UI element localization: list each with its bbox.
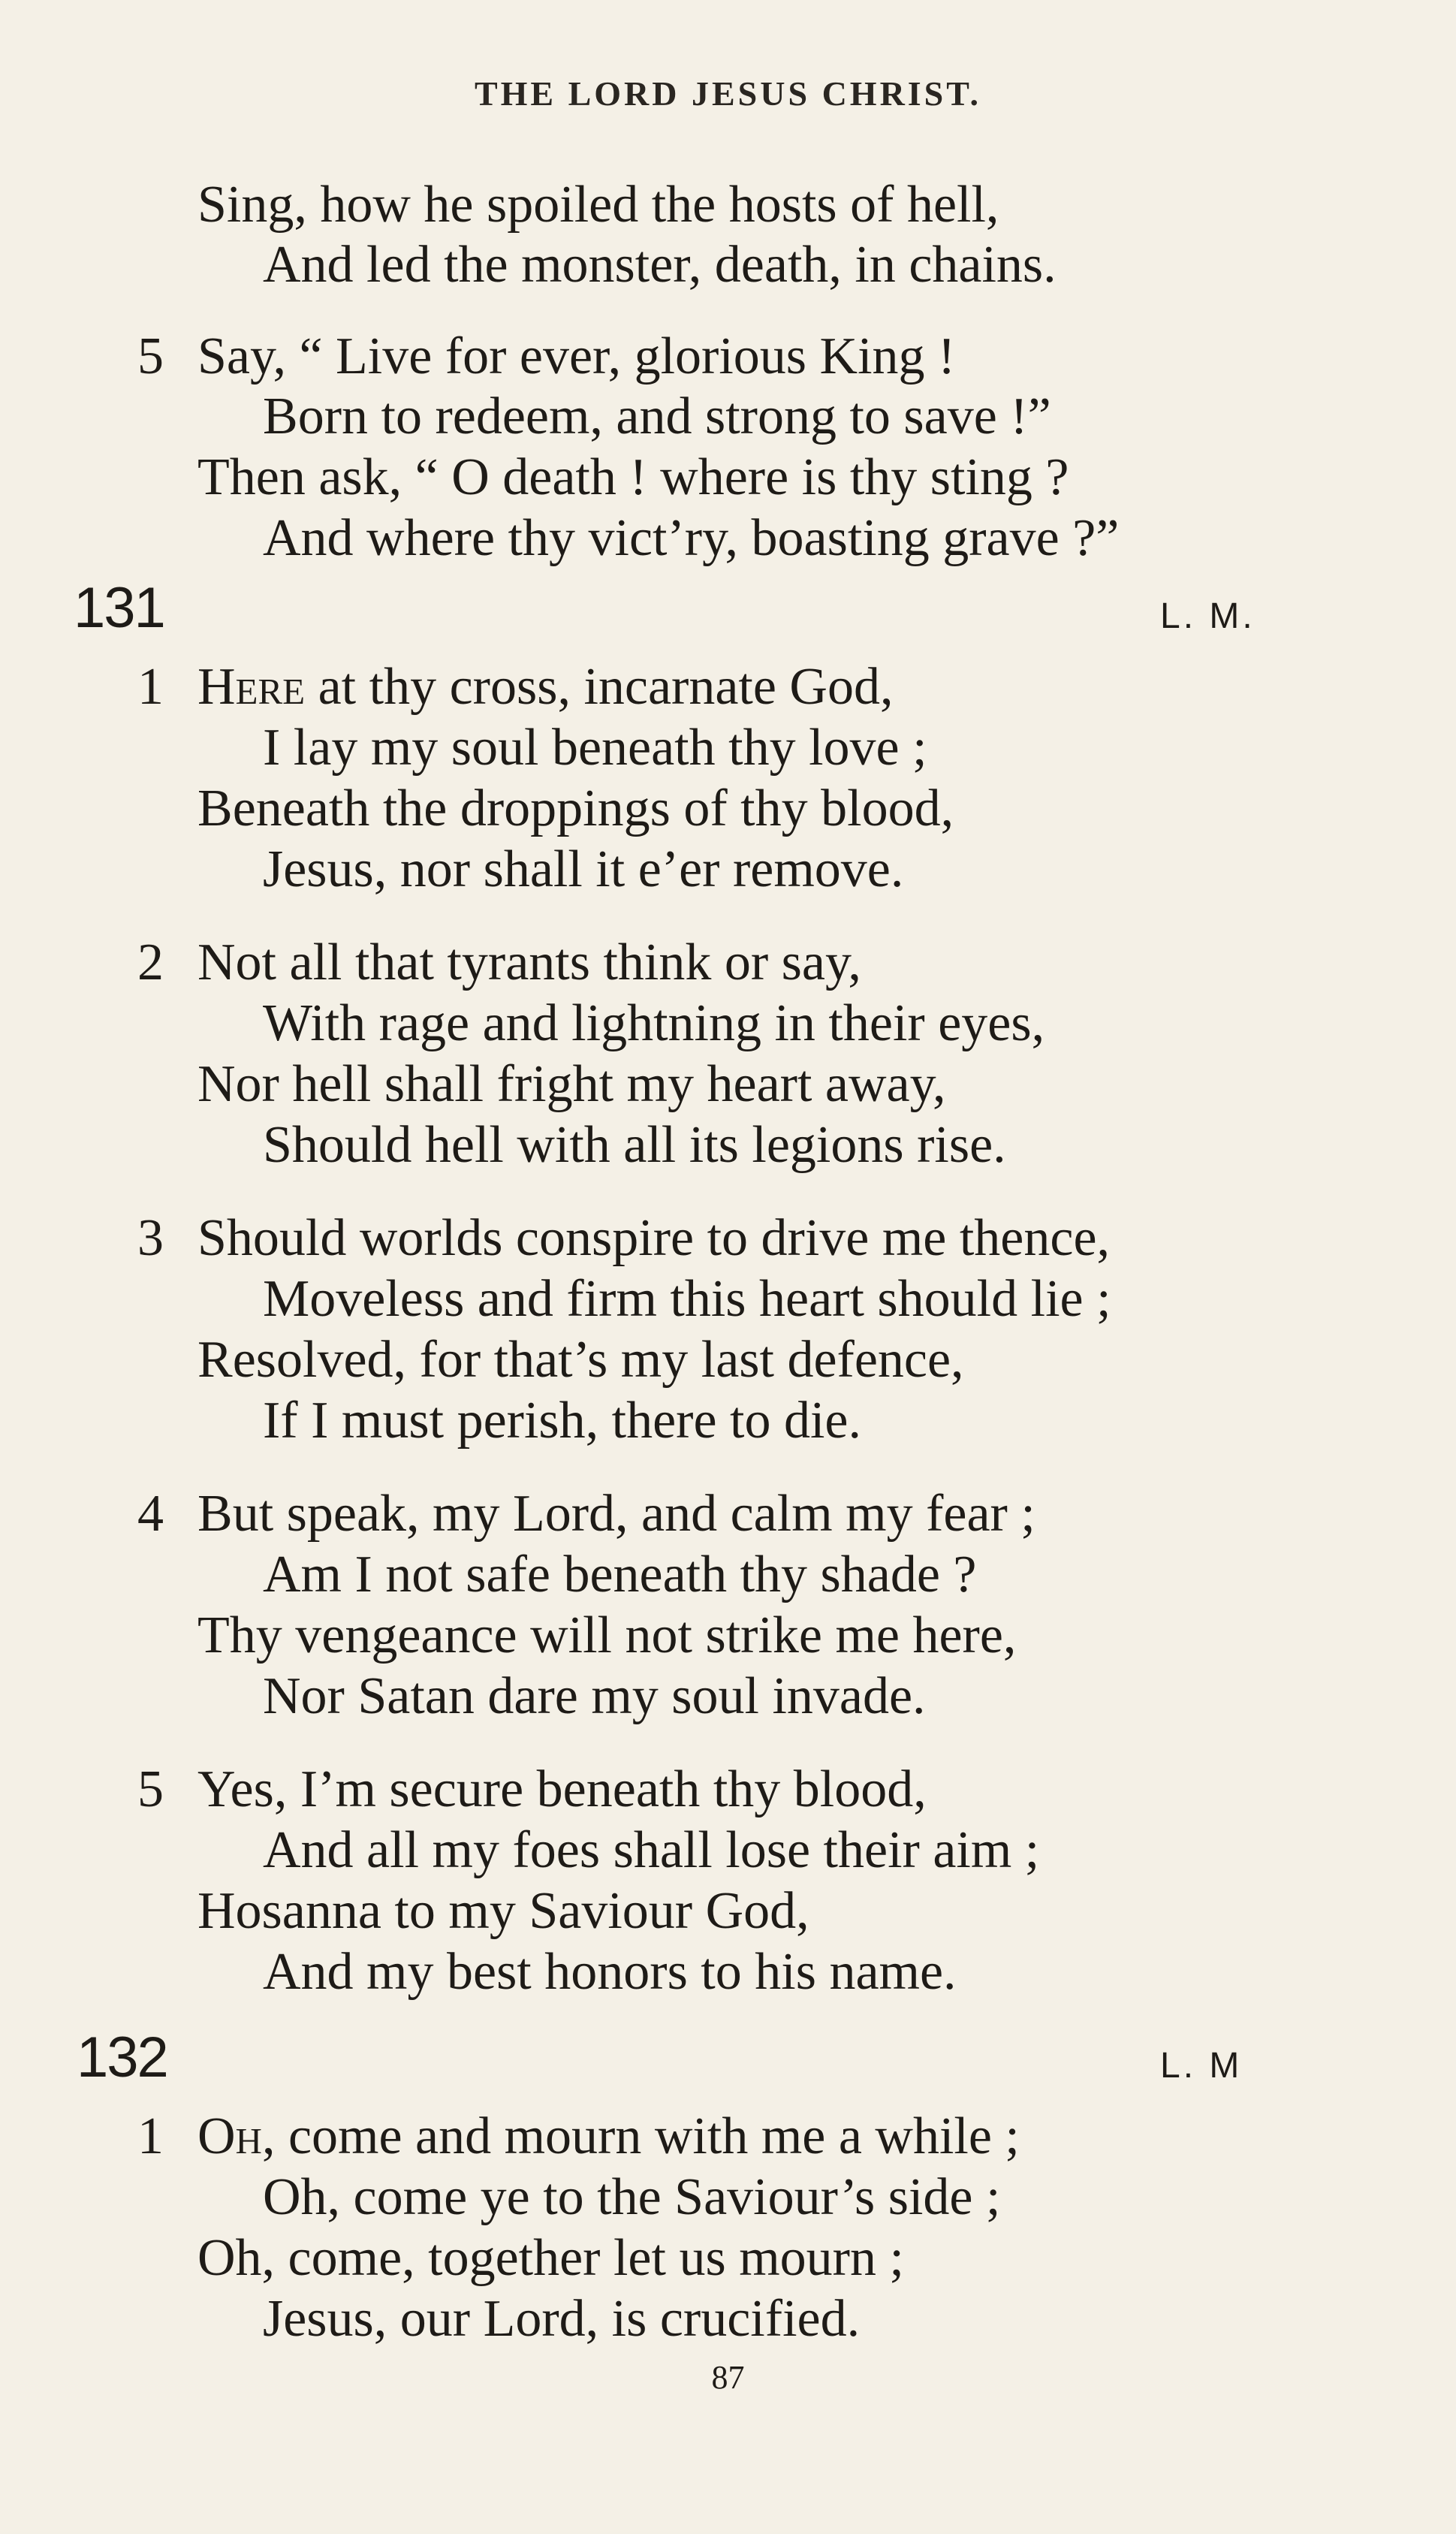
verse-line: If I must perish, there to die. [263, 1392, 862, 1450]
hymn-number: 132 [77, 2026, 167, 2089]
hymn-meter: L. M. [1160, 596, 1256, 636]
verse-number: 1 [137, 2107, 164, 2165]
verse-line: Say, “ Live for ever, glorious King ! [197, 327, 956, 385]
first-word-small-caps: Oh [197, 2107, 262, 2165]
verse-number: 5 [137, 327, 164, 385]
verse-number: 1 [137, 658, 164, 716]
verse-number: 5 [137, 1760, 164, 1818]
continued-line: And led the monster, death, in chains. [263, 236, 1057, 294]
hymn-number: 131 [74, 576, 164, 640]
first-line-rest: , come and mourn with me a while ; [261, 2107, 1020, 2165]
verse-line: Jesus, nor shall it e’er remove. [263, 840, 904, 898]
verse-line: Born to redeem, and strong to save !” [263, 388, 1051, 445]
verse-line: Jesus, our Lord, is crucified. [263, 2290, 861, 2348]
verse-line: Should hell with all its legions rise. [263, 1116, 1006, 1174]
page-number: 87 [711, 2359, 745, 2396]
verse-line: And where thy vict’ry, boasting grave ?” [263, 509, 1120, 567]
verse-line: Then ask, “ O death ! where is thy sting ? [197, 448, 1069, 506]
hymn-meter: L. M [1160, 2046, 1243, 2086]
verse-line: Yes, I’m secure beneath thy blood, [197, 1760, 927, 1818]
verse-number: 3 [137, 1209, 164, 1267]
verse-line: Oh, come, together let us mourn ; [197, 2229, 904, 2287]
verse-line: Beneath the droppings of thy blood, [197, 780, 954, 837]
verse-line: Nor Satan dare my soul invade. [263, 1667, 926, 1725]
verse-line: Nor hell shall fright my heart away, [197, 1055, 946, 1113]
verse-number: 4 [137, 1485, 164, 1543]
running-head: THE LORD JESUS CHRIST. [474, 74, 982, 113]
verse-number: 2 [137, 934, 164, 991]
verse-line: Oh, come ye to the Saviour’s side ; [263, 2168, 1001, 2226]
verse-line: Moveless and firm this heart should lie ; [263, 1270, 1111, 1328]
verse-line: And my best honors to his name. [263, 1943, 957, 2001]
verse-line [197, 658, 894, 716]
verse-line: But speak, my Lord, and calm my fear ; [197, 1485, 1035, 1543]
first-word-small-caps: Here [197, 658, 306, 716]
verse-line: I lay my soul beneath thy love ; [263, 719, 927, 777]
verse-line: Thy vengeance will not strike me here, [197, 1606, 1017, 1664]
verse-line: Resolved, for that’s my last defence, [197, 1331, 964, 1389]
verse-line: And all my foes shall lose their aim ; [263, 1821, 1040, 1879]
first-line-rest: at thy cross, incarnate God, [305, 658, 894, 716]
verse-line [197, 2107, 1020, 2165]
verse-line: With rage and lightning in their eyes, [263, 994, 1045, 1052]
verse-line: Not all that tyrants think or say, [197, 934, 861, 991]
verse-line: Hosanna to my Saviour God, [197, 1882, 809, 1940]
verse-line: Should worlds conspire to drive me thence, [197, 1209, 1111, 1267]
verse-line: Am I not safe beneath thy shade ? [263, 1546, 977, 1603]
continued-line: Sing, how he spoiled the hosts of hell, [197, 176, 999, 234]
